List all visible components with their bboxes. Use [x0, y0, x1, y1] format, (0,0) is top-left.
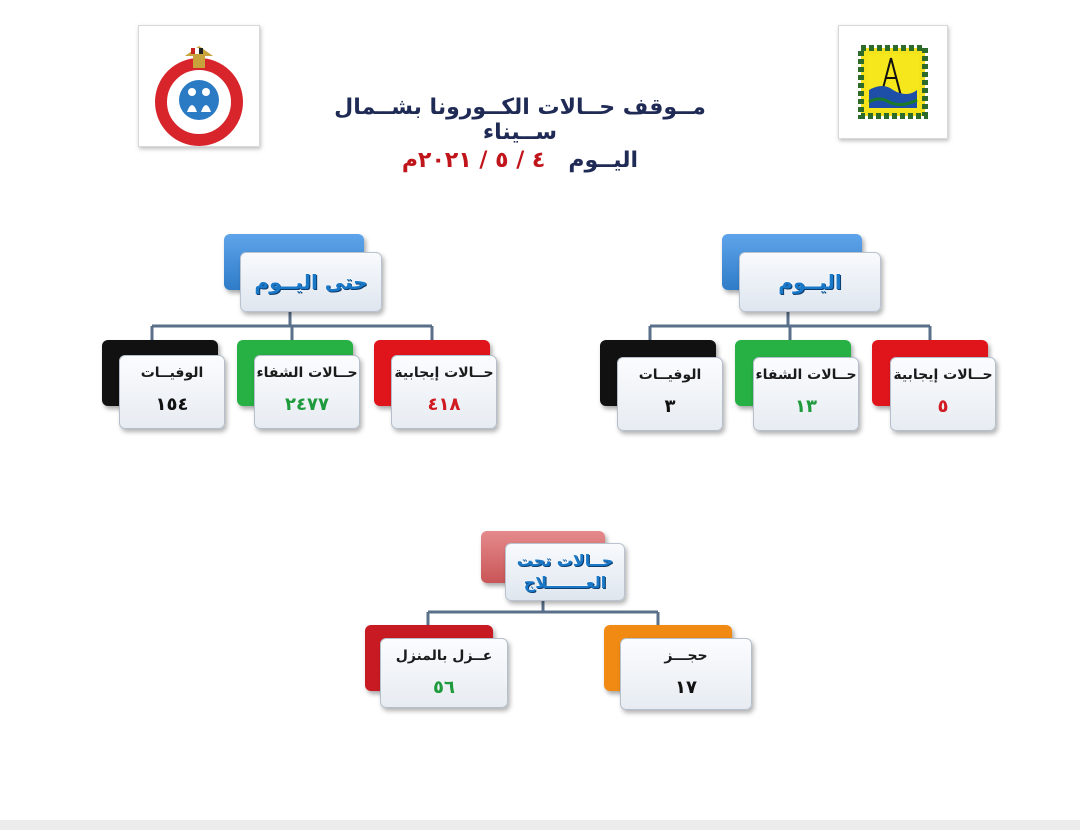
- cumulative-recovered-box: [254, 355, 360, 429]
- today-deaths-value: ٣: [664, 396, 676, 417]
- today-positive-value: ٥: [937, 396, 949, 417]
- cumulative-deaths-value: ١٥٤: [155, 394, 189, 415]
- treatment-header-line2: العـــــــلاج: [523, 573, 607, 592]
- cumulative-positive-box: [391, 355, 497, 429]
- cumulative-recovered-label: حــالات الشفاء: [256, 365, 358, 381]
- date-value: ٤ / ٥ / ٢٠٢١م: [401, 148, 546, 173]
- page-title: مــوقف حــالات الكــورونا بشــمال ســيناء: [334, 95, 706, 145]
- today-positive-label: حــالات إيجابية: [893, 367, 993, 383]
- today-header: اليــوم: [739, 252, 881, 312]
- today-recovered-value: ١٣: [795, 396, 817, 417]
- cumulative-positive-label: حــالات إيجابية: [394, 365, 494, 381]
- today-deaths-box: [617, 357, 723, 431]
- cumulative-deaths-box: [119, 355, 225, 429]
- treatment-header-line1: حــالات تحت: [516, 551, 614, 570]
- today-recovered-box: [753, 357, 859, 431]
- cumulative-positive-value: ٤١٨: [427, 394, 461, 415]
- home-isolation-value: ٥٦: [433, 677, 455, 698]
- quarantine-label: حجـــز: [664, 648, 708, 664]
- cumulative-recovered-value: ٢٤٧٧: [285, 394, 329, 415]
- today-recovered-label: حــالات الشفاء: [755, 367, 857, 383]
- date-label: اليــوم: [568, 148, 639, 173]
- home-isolation-label: عــزل بالمنزل: [395, 648, 493, 664]
- quarantine-value: ١٧: [675, 677, 697, 698]
- treatment-header: [505, 543, 625, 601]
- today-deaths-label: الوفيــات: [638, 367, 702, 383]
- cumulative-header: حتى اليــوم: [240, 252, 382, 312]
- home-isolation-box: [380, 638, 508, 708]
- cumulative-deaths-label: الوفيــات: [140, 365, 204, 381]
- quarantine-box: [620, 638, 752, 710]
- today-positive-box: [890, 357, 996, 431]
